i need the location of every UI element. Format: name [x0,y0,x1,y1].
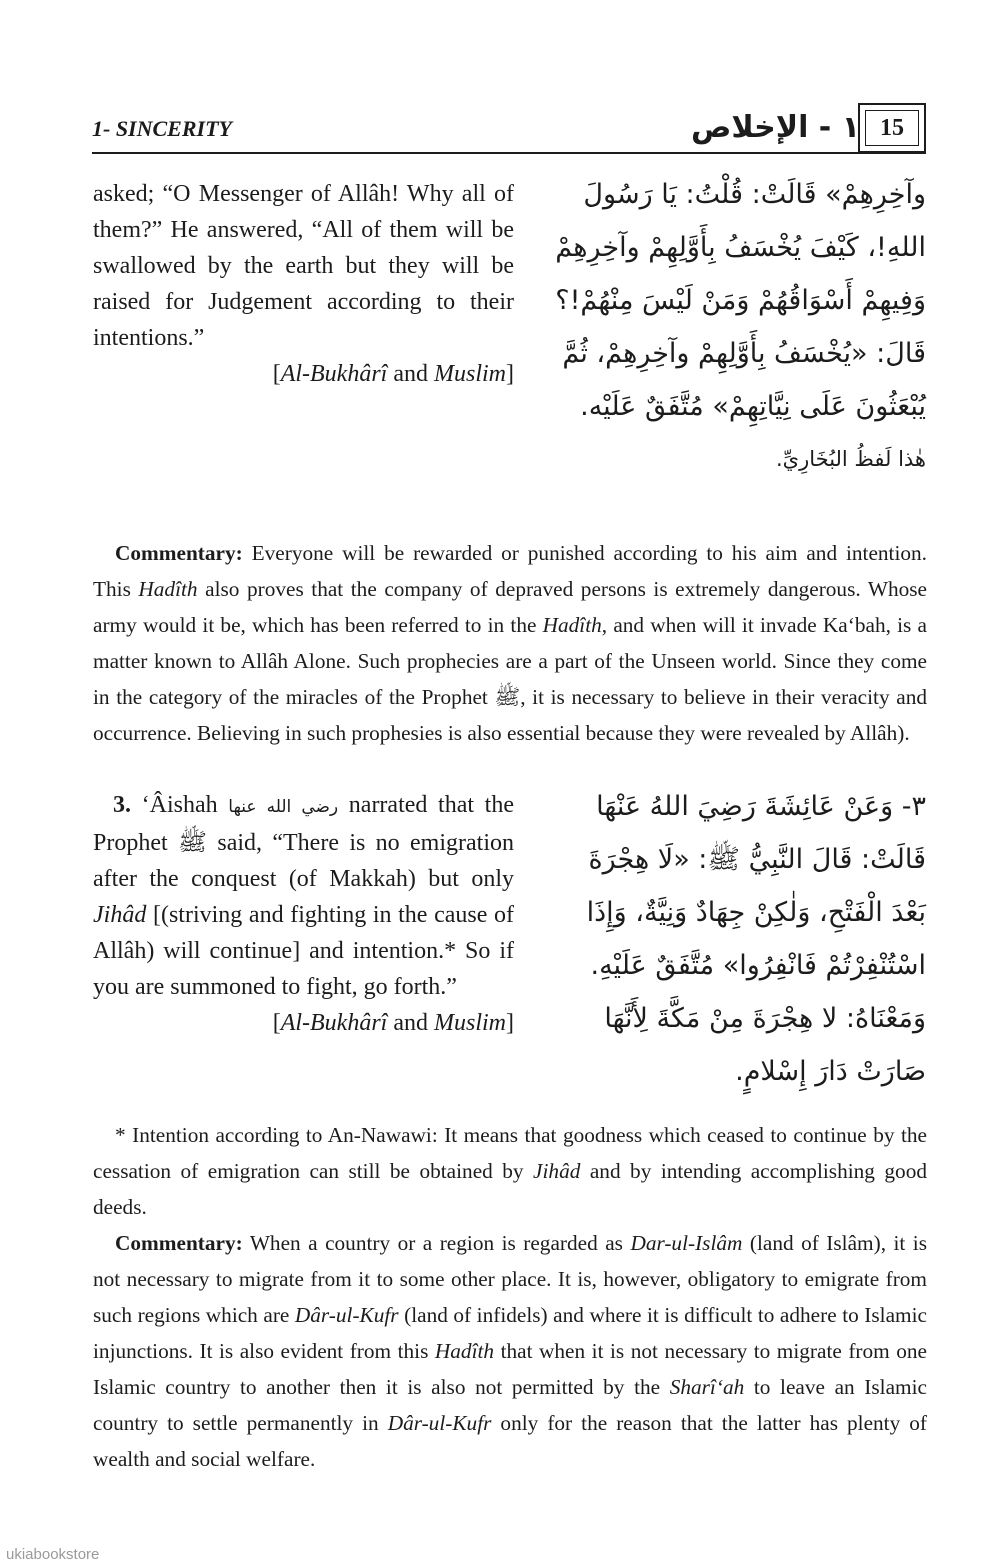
commentary-2-text: Commentary: When a country or a region is regarded as Dar-ul-Islâm (land of Islâm), it is not necessary to migrate from it to some other place. It is, however, obligatory to emigrate from such regions which are Dâr-ul-Kufr (land of infidels) and where it is difficult to adhere to Islamic injunctions. It is also evident from this Hadîth that when it is not necessary to migrate from one Islamic country to another then it is also not permitted by the Sharî‘ah to leave an Islamic country to settle permanently in Dâr-ul-Kufr only for the reason that the latter has plenty of wealth and social welfare. [93,1231,928,1471]
footnote-text: * Intention according to An-Nawawi: It means that goodness which ceased to continue by the cessation of emigration can still be obtained by Jihâd and by intending accomplishing good deeds. [93,1123,927,1219]
commentary-1-label: Commentary: [115,541,243,565]
chapter-title-english: 1- SINCERITY [92,116,232,141]
page-number: 15 [865,110,919,146]
store-watermark: ukiabookstore [6,1546,100,1563]
commentary-1 [93,535,927,751]
commentary-1-text: Commentary: Everyone will be rewarded or punished according to his aim and intention. This Hadîth also proves that the company of depraved persons is extremely dangerous. Whose army would it be, which has been referred to in the Hadîth, and when will it invade Ka‘bah, is a matter known to Allâh Alone. Such prophecies are a part of the Unseen world. Since they come in the category of the miracles of the Prophet ﷺ, it is necessary to believe in their veracity and occurrence. Believing in such prophesies is also essential because they were revealed by Allâh). [93,541,927,745]
narrator-arabic-blessing: رضي الله عنها [228,797,339,817]
commentary-2 [93,1225,927,1477]
hadith-3-arabic-text: ٣- وَعَنْ عَائِشَةَ رَضِيَ اللهُ عَنْهَا قَالَتْ: قَالَ النَّبِيُّ ﷺ: «لَا هِجْرَةَ بَعْدَ الْفَتْحِ، وَلٰكِنْ جِهَادٌ وَنِيَّةٌ، وَإِذَا اسْتُنْفِرْتُمْ فَانْفِرُوا» مُتَّفَقٌ عَلَيْهِ. وَمَعْنَاهُ: لا هِجْرَةَ مِنْ مَكَّةَ لِأَنَّهَا صَارَتْ دَارَ إِسْلامٍ. [586,791,926,1087]
hadith-2-reference: [Al-Bukhârî and Muslim] [272,361,514,387]
header-rule [92,152,926,154]
hadith-3-number: 3. [113,792,131,818]
hadith-3-english-text: 3. ‘Âishah رضي الله عنها narrated that the Prophet ﷺ said, “There is no emigration after the conquest (of Makkah) but only Jihâd [(striving and fighting in the cause of Allâh) will continue] and intention.* So if you are summoned to fight, go forth.” [93,792,515,1000]
commentary-2-label: Commentary: [115,1231,243,1255]
hadith-2-arabic [548,168,926,486]
hadith-2-arabic-text: وآخِرِهِمْ» قَالَتْ: قُلْتُ: يَا رَسُولَ اللهِ!، كَيْفَ يُخْسَفُ بِأَوَّلِهِمْ وآخِرِهِمْ وَفِيهِمْ أَسْوَاقُهُمْ وَمَنْ لَيْسَ مِنْهُمْ!؟ قَالَ: «يُخْسَفُ بِأَوَّلِهِمْ وآخِرِهِمْ، ثُمَّ يُبْعَثُونَ عَلَى نِيَّاتِهِمْ» مُتَّفَقٌ عَلَيْه. [555,179,926,422]
hadith-2-arabic-note: هٰذا لَفظُ البُخَارِيِّ. [775,447,926,471]
hadith-3-arabic [548,780,926,1098]
footnote [93,1117,927,1225]
hadith-2-english [93,176,514,392]
hadith-3-english [93,787,514,1041]
page-number-box [858,103,926,153]
chapter-title-arabic: ١ - الإخلاص [690,110,860,145]
hadith-3-reference: [Al-Bukhârî and Muslim] [272,1010,514,1036]
hadith-2-english-text: asked; “O Messenger of Allâh! Why all of them?” He answered, “All of them will be swallowed by the earth but they will be raised for Judgement according to their intentions.” [93,181,514,351]
